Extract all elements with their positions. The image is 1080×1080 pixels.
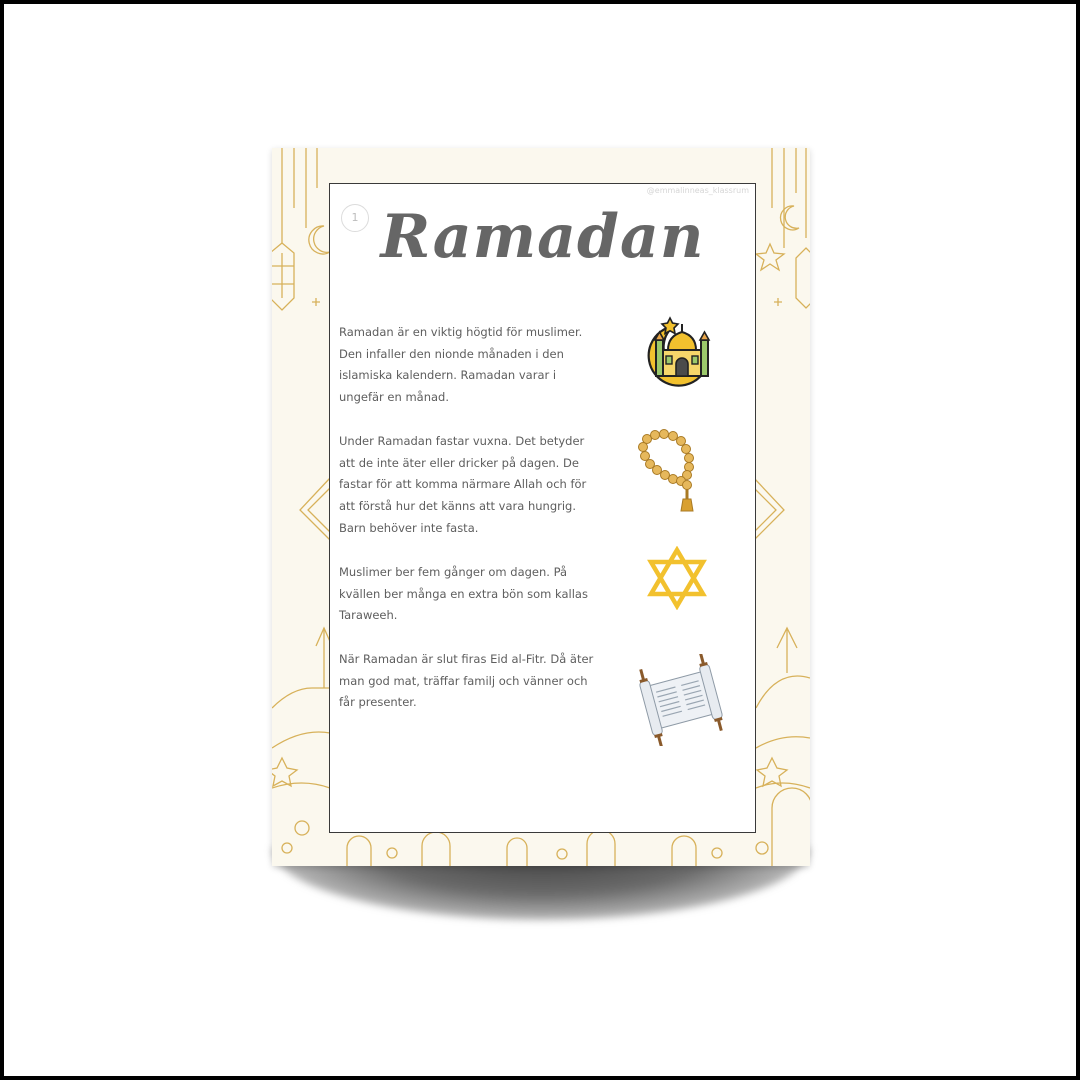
paragraph-prayer: Muslimer ber fem gånger om dagen. På kvällen ber många en extra bön som kallas Taraweeh. — [339, 565, 588, 623]
paragraph-fasting: Under Ramadan fastar vuxna. Det betyder att de inte äter eller dricker på dagen. De fastar för att komma närmare Allah och för att förstå hur det känns att vara hungrig. Barn behöver inte fasta. — [339, 434, 587, 535]
worksheet-card — [329, 183, 756, 833]
page-title: Ramadan — [380, 202, 705, 272]
star-of-david-icon — [645, 546, 709, 610]
prayer-beads-icon — [635, 429, 715, 515]
torah-scroll-icon — [635, 654, 727, 746]
paragraph-intro: Ramadan är en viktig högtid för muslimer. Den infaller den nionde månaden i den islamiska kalendern. Ramadan varar i ungefär en månad. — [339, 325, 583, 405]
paragraph-eid: När Ramadan är slut firas Eid al-Fitr. Då äter man god mat, träffar familj och vänner och får presenter. — [339, 652, 594, 710]
mosque-crescent-icon — [640, 312, 716, 388]
page-number-badge: 1 — [341, 204, 369, 232]
credit-text: @emmalinneas_klassrum — [646, 186, 749, 195]
